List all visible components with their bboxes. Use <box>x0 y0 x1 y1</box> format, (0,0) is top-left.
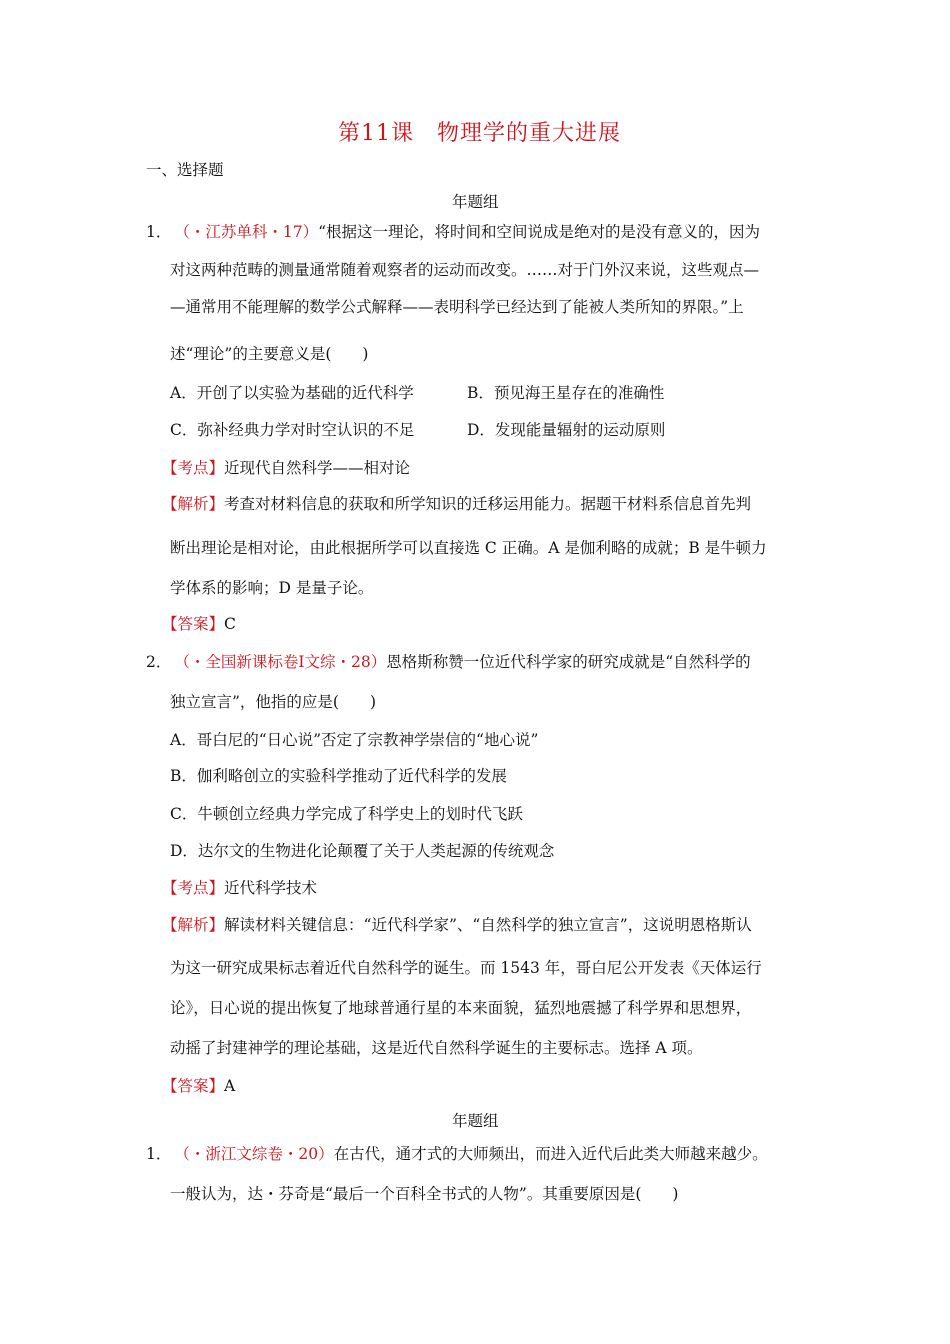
question-1 <box>146 1144 768 1164</box>
question-1 <box>146 222 760 242</box>
kaodian-text: 近现代自然科学——相对论 <box>224 459 411 477</box>
jiexi <box>162 494 751 514</box>
option-c: C．牛顿创立经典力学完成了科学史上的划时代飞跃 <box>170 805 523 823</box>
option-d: D．达尔文的生物进化论颠覆了关于人类起源的传统观念 <box>170 842 555 860</box>
option-d: D．发现能量辐射的运动原则 <box>467 421 666 439</box>
jiexi-line: 动摇了封建神学的理论基础，这是近代自然科学诞生的主要标志。选择 A 项。 <box>170 1039 703 1057</box>
group-label: 年题组 <box>452 193 499 211</box>
option-a: A．开创了以实验为基础的近代科学 <box>170 384 414 402</box>
jiexi-label: 【解析】 <box>162 495 225 513</box>
kaodian <box>162 878 317 898</box>
option-b: B．伽利略创立的实验科学推动了近代科学的发展 <box>170 767 507 785</box>
jiexi <box>162 915 752 935</box>
option-a: A．哥白尼的“日心说”否定了宗教神学崇信的“地心说” <box>170 731 539 749</box>
question-number: 1． <box>146 1145 172 1163</box>
question-stem-line: 一般认为，达・芬奇是“最后一个百科全书式的人物”。其重要原因是( ) <box>170 1185 679 1203</box>
jiexi-line: 学体系的影响；D 是量子论。 <box>170 579 374 597</box>
answer-label: 【答案】 <box>162 615 225 633</box>
options-row <box>170 420 820 440</box>
question-stem-line: —通常用不能理解的数学公式解释——表明科学已经达到了能被人类所知的界限。”上 <box>170 298 744 316</box>
question-stem-line: 对这两种范畴的测量通常随着观察者的运动而改变。……对于门外汉来说，这些观点— <box>170 261 760 279</box>
jiexi-line: 为这一研究成果标志着近代自然科学的诞生。而 1543 年，哥白尼公开发表《天体运行 <box>170 959 762 977</box>
jiexi-label: 【解析】 <box>162 916 225 934</box>
kaodian <box>162 458 410 478</box>
question-number: 2． <box>146 653 172 671</box>
answer <box>162 614 236 634</box>
answer <box>162 1076 235 1096</box>
option-b: B．预见海王星存在的准确性 <box>467 384 665 402</box>
question-source: （・浙江文综卷・20） <box>174 1145 334 1163</box>
answer-value: A <box>224 1077 236 1095</box>
lesson-title: 第11课 物理学的重大进展 <box>338 121 621 146</box>
group-label: 年题组 <box>452 1112 499 1130</box>
question-source: （・全国新课标卷Ⅰ文综・28） <box>174 653 387 671</box>
question-2 <box>146 652 751 672</box>
option-c: C．弥补经典力学对时空认识的不足 <box>170 421 415 439</box>
kaodian-text: 近代科学技术 <box>224 879 318 897</box>
kaodian-label: 【考点】 <box>162 879 225 897</box>
question-stem-line: 恩格斯称赞一位近代科学家的研究成就是“自然科学的 <box>386 653 751 671</box>
section-heading: 一、选择题 <box>146 161 224 179</box>
jiexi-line: 论》，日心说的提出恢复了地球普通行星的本来面貌，猛烈地震撼了科学界和思想界， <box>170 999 752 1017</box>
question-number: 1． <box>146 223 172 241</box>
kaodian-label: 【考点】 <box>162 459 225 477</box>
question-stem-line: 独立宣言”，他指的应是( ) <box>170 693 377 711</box>
question-stem-line: 述“理论”的主要意义是( ) <box>170 345 369 363</box>
jiexi-line: 断出理论是相对论，由此根据所学可以直接选 C 正确。A 是伽利略的成就；B 是牛顿力 <box>170 539 767 557</box>
question-source: （・江苏单科・17） <box>174 223 319 241</box>
answer-label: 【答案】 <box>162 1077 225 1095</box>
answer-value: C <box>224 615 236 633</box>
jiexi-line: 解读材料关键信息：“近代科学家”、“自然科学的独立宣言”，这说明恩格斯认 <box>224 916 752 934</box>
options-row <box>170 383 820 403</box>
question-stem-line: 在古代，通才式的大师频出，而进入近代后此类大师越来越少。 <box>333 1145 768 1163</box>
question-stem-line: “根据这一理论，将时间和空间说成是绝对的是没有意义的，因为 <box>318 223 761 241</box>
jiexi-line: 考查对材料信息的获取和所学知识的迁移运用能力。据题干材料系信息首先判 <box>224 495 752 513</box>
